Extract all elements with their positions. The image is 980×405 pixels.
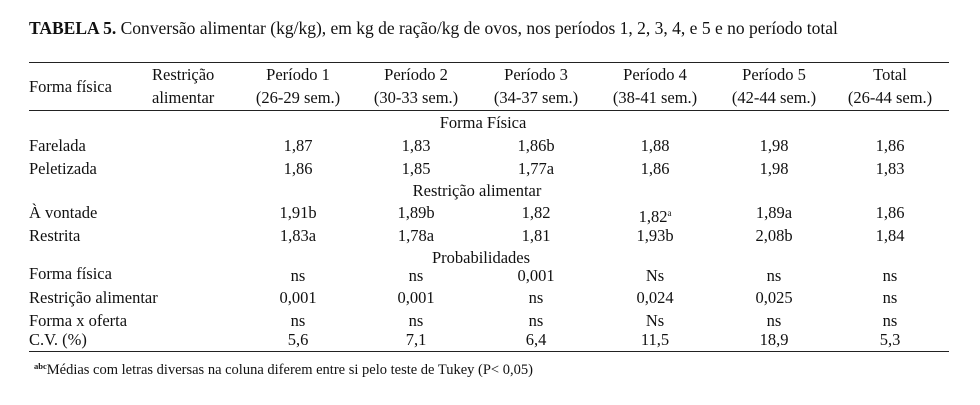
table-cell: ns (882, 311, 898, 330)
row-label-farelada: Farelada (29, 136, 86, 155)
table-cell: 1,77a (517, 159, 555, 178)
table-cell: ns (882, 288, 898, 307)
table-cell: 1,98 (759, 159, 789, 178)
section-title-probabilidades: Probabilidades (431, 248, 531, 267)
table-cell-with-superscript (639, 203, 672, 227)
table-cell: 1,89b (397, 203, 435, 222)
table-caption (29, 18, 838, 39)
row-label-cv: C.V. (%) (29, 330, 87, 349)
table-cell: 2,08b (755, 226, 793, 245)
table-cell: 1,86 (875, 136, 905, 155)
table-cell: 1,86 (875, 203, 905, 222)
header-period-3-name: Período 3 (504, 65, 568, 84)
table-cell: 5,3 (879, 330, 901, 349)
header-period-5-name: Período 5 (742, 65, 806, 84)
header-period-4-range: (38-41 sem.) (612, 88, 698, 107)
row-label-restricao-alimentar: Restrição alimentar (29, 288, 158, 307)
header-total-range: (26-44 sem.) (847, 88, 933, 107)
table-cell: Ns (645, 311, 665, 330)
header-period-2-name: Período 2 (384, 65, 448, 84)
table-cell: 18,9 (759, 330, 789, 349)
table-cell: ns (408, 266, 424, 285)
header-period-3-range: (34-37 sem.) (493, 88, 579, 107)
row-label-forma-x-oferta: Forma x oferta (29, 311, 128, 330)
header-period-5-range: (42-44 sem.) (731, 88, 817, 107)
footnote-marker: abc (34, 361, 47, 371)
table-cell: 6,4 (525, 330, 547, 349)
table-cell: 1,85 (401, 159, 431, 178)
header-rule (29, 110, 949, 111)
table-cell: 11,5 (640, 330, 670, 349)
header-restricao-line2: alimentar (152, 88, 215, 107)
table-cell: Ns (645, 266, 665, 285)
header-forma-fisica: Forma física (29, 77, 112, 96)
table-cell: ns (766, 266, 782, 285)
table-cell: 5,6 (287, 330, 309, 349)
table-cell: 1,83 (401, 136, 431, 155)
row-label-peletizada: Peletizada (29, 159, 97, 178)
header-period-2-range: (30-33 sem.) (373, 88, 459, 107)
table-cell: 1,89a (755, 203, 793, 222)
table-footnote (34, 361, 533, 379)
superscript-letter: a (667, 208, 672, 218)
table-cell: ns (528, 288, 544, 307)
table-cell: ns (766, 311, 782, 330)
table-cell: 1,81 (521, 226, 551, 245)
table-cell: 0,025 (755, 288, 793, 307)
footnote-text: Médias com letras diversas na coluna diferem entre si pelo teste de Tukey (P< 0,05) (46, 362, 533, 378)
row-label-forma-fisica: Forma física (29, 264, 112, 283)
header-total-name: Total (873, 65, 907, 84)
table-cell: 1,86 (640, 159, 670, 178)
table-label: TABELA 5. (29, 18, 117, 38)
table-caption-text: Conversão alimentar (kg/kg), em kg de ração/kg de ovos, nos períodos 1, 2, 3, 4, e 5 e no período total (116, 18, 838, 38)
table-cell: 1,83a (279, 226, 317, 245)
header-period-1-name: Período 1 (266, 65, 330, 84)
header-restricao-line1: Restrição (152, 65, 215, 84)
bottom-rule (29, 351, 949, 352)
table-cell: 1,91b (279, 203, 317, 222)
table-cell: 1,93b (636, 226, 674, 245)
table-cell: 1,98 (759, 136, 789, 155)
table-cell: ns (408, 311, 424, 330)
table-cell: 7,1 (405, 330, 427, 349)
table-cell: 1,88 (640, 136, 670, 155)
table-cell: ns (290, 266, 306, 285)
table-cell-value: 1,82 (638, 207, 668, 226)
table-cell: 1,78a (397, 226, 435, 245)
section-title-forma-fisica: Forma Física (439, 113, 527, 132)
top-rule (29, 62, 949, 63)
row-label-restrita: Restrita (29, 226, 81, 245)
table-cell: 0,001 (517, 266, 555, 285)
table-cell: 0,001 (397, 288, 435, 307)
table-cell: 1,86b (517, 136, 555, 155)
table-cell: ns (882, 266, 898, 285)
table-cell: 1,82 (521, 203, 551, 222)
table-cell: 0,024 (636, 288, 674, 307)
table-cell: ns (528, 311, 544, 330)
table-cell: 0,001 (279, 288, 317, 307)
header-period-1-range: (26-29 sem.) (255, 88, 341, 107)
table-cell: 1,84 (875, 226, 905, 245)
table-cell: 1,83 (875, 159, 905, 178)
header-period-4-name: Período 4 (623, 65, 687, 84)
table-cell: 1,87 (283, 136, 313, 155)
section-title-restricao: Restrição alimentar (412, 181, 542, 200)
table-cell: 1,86 (283, 159, 313, 178)
table-cell: ns (290, 311, 306, 330)
row-label-a-vontade: À vontade (29, 203, 98, 222)
